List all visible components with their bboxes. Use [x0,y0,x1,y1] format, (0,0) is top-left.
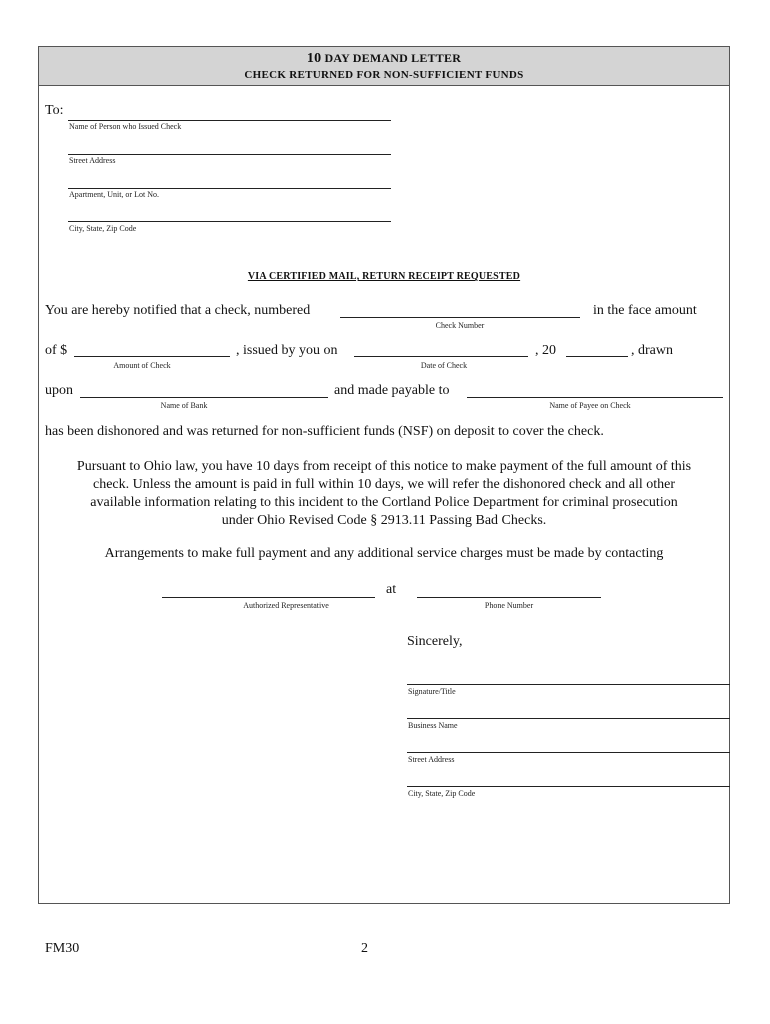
pursuant-paragraph: Pursuant to Ohio law, you have 10 days from receipt of this notice to make payment of the full amount of this check. Unless the amount is paid in full within 10 days, we will refer the dishonored check and all other available information relating to this incident to the Cortland Police Department for criminal prosecution under Ohio Revised Code § 2913.11 Passing Bad Checks. [76,459,692,528]
check-number-line[interactable] [340,317,580,318]
check-number-caption: Check Number [435,321,485,330]
to-label: To: [45,103,64,118]
notice-line3-start: upon [45,383,73,398]
letter-header [39,47,729,86]
bank-line[interactable] [80,397,328,398]
signature-line[interactable] [407,684,730,685]
letter-subtitle: CHECK RETURNED FOR NON-SUFFICIENT FUNDS [244,69,524,81]
amount-line[interactable] [74,356,230,357]
notice-line1-start: You are hereby notified that a check, numbered [45,303,311,318]
business-city-caption: City, State, Zip Code [408,789,476,798]
notice-line1-end: in the face amount [593,303,697,318]
business-street-caption: Street Address [408,755,455,764]
recipient-city-caption: City, State, Zip Code [69,224,137,233]
notice-line2-end: , drawn [631,343,673,358]
payee-caption: Name of Payee on Check [549,401,631,410]
payee-line[interactable] [467,397,723,398]
phone-number-line[interactable] [417,597,601,598]
business-city-line[interactable] [407,786,730,787]
year-line[interactable] [566,356,628,357]
check-date-line[interactable] [354,356,528,357]
notice-line3-payable: and made payable to [334,383,450,398]
amount-caption: Amount of Check [113,361,171,370]
phone-number-caption: Phone Number [484,601,534,610]
recipient-apartment-line[interactable] [68,188,391,189]
bank-caption: Name of Bank [160,401,208,410]
recipient-name-caption: Name of Person who Issued Check [69,122,182,131]
signature-caption: Signature/Title [408,687,456,696]
letter-title: 10 DAY DEMAND LETTER [306,51,462,66]
business-name-caption: Business Name [408,721,458,730]
business-name-line[interactable] [407,718,730,719]
recipient-apartment-caption: Apartment, Unit, or Lot No. [69,190,159,199]
sincerely-text: Sincerely, [407,634,463,649]
recipient-name-line[interactable] [68,120,391,121]
notice-line4: has been dishonored and was returned for non-sufficient funds (NSF) on deposit to cover the check. [45,424,604,439]
notice-line2-issued: , issued by you on [236,343,338,358]
recipient-street-line[interactable] [68,154,391,155]
business-street-line[interactable] [407,752,730,753]
authorized-rep-caption: Authorized Representative [243,601,329,610]
authorized-rep-line[interactable] [162,597,375,598]
page-number: 2 [361,941,368,956]
recipient-city-line[interactable] [68,221,391,222]
check-date-caption: Date of Check [420,361,468,370]
recipient-street-caption: Street Address [69,156,116,165]
arrangements-text: Arrangements to make full payment and any additional service charges must be made by contacting [104,546,664,561]
certified-mail-note: VIA CERTIFIED MAIL, RETURN RECEIPT REQUESTED [247,271,521,282]
contact-at: at [386,582,397,597]
notice-line2-year-prefix: , 20 [535,343,556,358]
notice-line2-start: of $ [45,343,68,358]
form-code: FM30 [45,941,80,956]
